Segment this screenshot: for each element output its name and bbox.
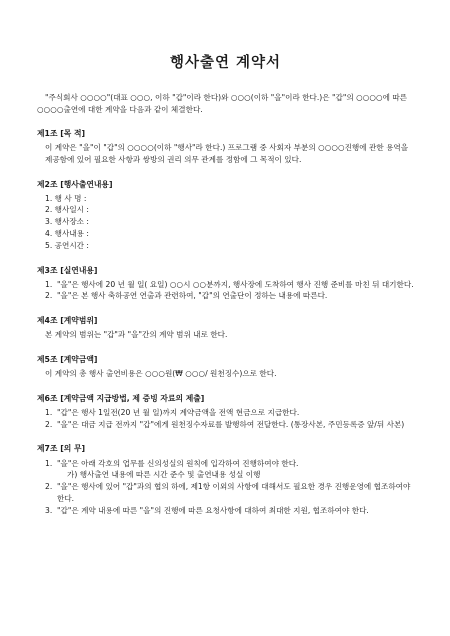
- event-name-line: 1. 행 사 명 :: [45, 193, 87, 203]
- article-5: [37, 354, 414, 380]
- list-item: [37, 481, 414, 505]
- article-4-heading: 제4조 [계약범위]: [37, 316, 98, 326]
- event-place-line: 3. 행사장소 :: [45, 217, 89, 227]
- article-3-heading: 제3조 [실연내용]: [37, 265, 98, 275]
- item-number: 1.: [45, 279, 53, 289]
- article-4: [37, 315, 414, 341]
- article-2: [37, 179, 414, 252]
- item-number: 1.: [45, 407, 53, 417]
- item-text: "을"은 아래 각호의 업무를 신의성실의 원칙에 입각하여 진행하여야 한다.: [57, 458, 299, 468]
- article-1-body: 이 계약은 "을"이 "갑"의 ○○○○(이하 "행사"라 한다.) 프로그램 중 사회자 부분의 ○○○○진행에 관한 용역을 제공함에 있어 필요한 사항과 쌍방의 권리 의무 관계를 정함에 그 목적이 있다.: [45, 143, 409, 164]
- item-number: 1.: [45, 458, 53, 468]
- item-text: "을"은 본 행사 축하공연 연출과 관련하여, "갑"의 연출단이 정하는 내용에 따른다.: [57, 291, 328, 301]
- list-item: [37, 419, 414, 431]
- article-2-heading: 제2조 [행사출연내용]: [37, 179, 113, 189]
- list-item: [37, 505, 414, 517]
- list-item: [37, 279, 414, 291]
- event-datetime-line: 2. 행사일시 :: [45, 205, 89, 215]
- item-text: "을"은 행사에 있어 "갑"과의 협의 하에, 제1항 이외의 사항에 대해서도 필요한 경우 진행운영에 협조하여야 한다.: [57, 482, 411, 503]
- item-number: 2.: [45, 291, 53, 301]
- article-5-body: 이 계약의 총 행사 출연비용은 ○○○원(₩ ○○○/ 원천징수)으로 한다.: [45, 369, 277, 379]
- article-7-heading: 제7조 [의 무]: [37, 444, 86, 454]
- article-5-heading: 제5조 [계약금액]: [37, 354, 98, 364]
- article-6-heading: 제6조 [계약금액 지급방법, 제 증빙 자료의 제출]: [37, 393, 205, 403]
- article-3: [37, 265, 414, 303]
- item-text: "을"은 대금 지급 전까지 "갑"에게 원천징수자료를 발행하여 전달한다. (통장사본, 주민등록증 앞/뒤 사본): [57, 419, 405, 429]
- list-item: [37, 290, 414, 302]
- document-title: 행사출연 계약서: [169, 54, 282, 71]
- article-1-heading: 제1조 [목 적]: [37, 129, 86, 138]
- item-text: "을"은 행사에 20 년 월 일( 요일) ○○시 ○○분까지, 행사장에 도착하여 행사 진행 준비를 마친 뒤 대기한다.: [57, 279, 414, 289]
- article-1: [37, 128, 414, 166]
- list-item: [37, 458, 414, 470]
- article-6: [37, 393, 414, 431]
- list-item: [37, 407, 414, 419]
- item-text: "갑"은 행사 1일전(20 년 월 일)까지 계약금액을 전액 현금으로 지급한다.: [57, 407, 300, 417]
- article-4-body: 본 계약의 범위는 "갑"과 "을"간의 계약 범위 내로 한다.: [45, 330, 228, 340]
- article-7: [37, 443, 414, 516]
- performance-time-line: 5. 공연시간 :: [45, 240, 89, 250]
- sub-item: 가) 행사출연 내용에 따른 시간 준수 및 출연내용 성실 이행: [67, 470, 261, 480]
- event-content-line: 4. 행사내용 :: [45, 228, 89, 238]
- intro-paragraph: "주식회사 ○○○○"(대표 ○○○, 이하 "갑"이라 한다)와 ○○○(이하 "을"이라 한다.)은 "갑"의 ○○○○에 따른 ○○○○출연에 대한 계약을 다음과 같이 체결한다.: [37, 93, 407, 115]
- item-number: 3.: [45, 505, 53, 515]
- item-number: 2.: [45, 419, 53, 429]
- item-number: 2.: [45, 482, 53, 492]
- item-text: "갑"은 계약 내용에 따른 "을"의 진행에 따른 요청사항에 대하여 최대한 지원, 협조하여야 한다.: [57, 505, 369, 515]
